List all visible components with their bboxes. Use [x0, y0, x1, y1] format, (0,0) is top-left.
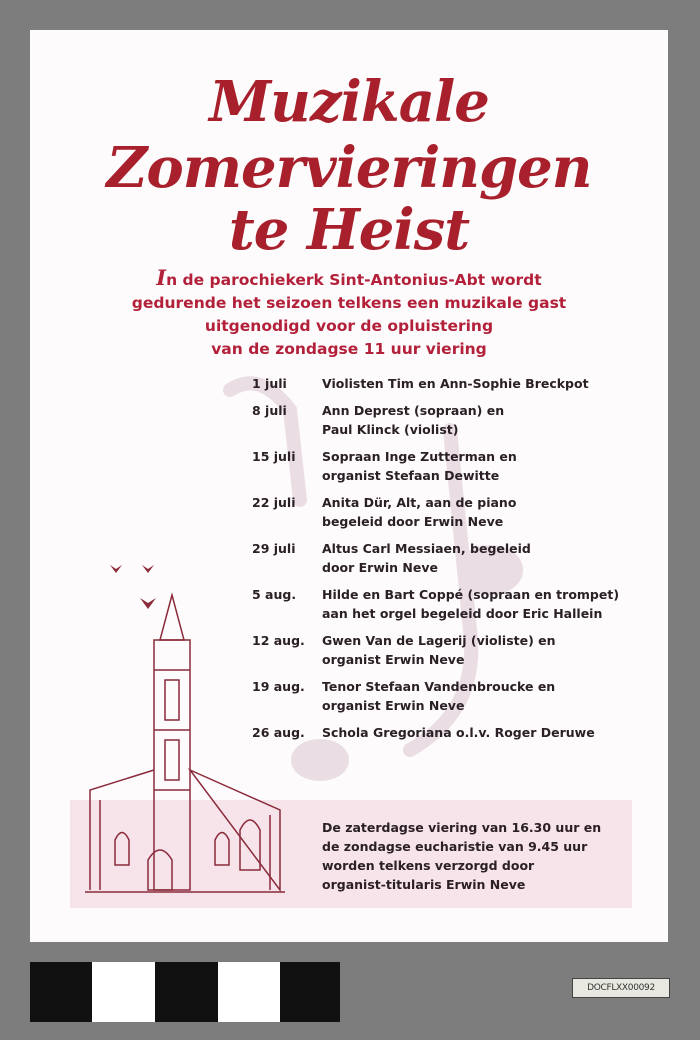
- notice-line: de zondagse eucharistie van 9.45 uur: [322, 839, 588, 854]
- schedule-performers: [322, 631, 556, 669]
- performer-line: Gwen Van de Lagerij (violiste) en: [322, 633, 556, 648]
- schedule-item: [252, 447, 652, 485]
- notice-text: [322, 818, 601, 894]
- schedule-performers: [322, 493, 516, 531]
- schedule-date: 19 aug.: [252, 679, 305, 694]
- title-line-3: te Heist: [228, 197, 470, 263]
- performer-line: Ann Deprest (sopraan) en: [322, 403, 505, 418]
- catalog-label: DOCFLXX00092: [572, 978, 670, 998]
- schedule-performers: [322, 539, 531, 577]
- schedule-item: [252, 723, 652, 742]
- schedule-date: 8 juli: [252, 403, 287, 418]
- color-bar-white: [218, 962, 280, 1022]
- performer-line: Violisten Tim en Ann-Sophie Breckpot: [322, 376, 589, 391]
- notice-line: organist-titularis Erwin Neve: [322, 877, 526, 892]
- color-bar-black: [155, 962, 218, 1022]
- intro-line: uitgenodigd voor de opluistering: [204, 317, 494, 335]
- schedule-performers: [322, 401, 504, 439]
- performer-line: organist Stefaan Dewitte: [322, 468, 500, 483]
- performer-line: Schola Gregoriana o.l.v. Roger Deruwe: [322, 725, 595, 740]
- performer-line: organist Erwin Neve: [322, 698, 465, 713]
- performer-line: organist Erwin Neve: [322, 652, 465, 667]
- schedule-list: [252, 374, 652, 750]
- schedule-item: [252, 631, 652, 669]
- schedule-performers: [322, 723, 595, 742]
- performer-line: Sopraan Inge Zutterman en: [322, 449, 517, 464]
- schedule-item: [252, 401, 652, 439]
- performer-line: Hilde en Bart Coppé (sopraan en trompet): [322, 587, 620, 602]
- intro-text: [30, 266, 668, 361]
- intro-line: gedurende het seizoen telkens een muzikale gast: [131, 294, 567, 312]
- schedule-item: [252, 374, 652, 393]
- schedule-performers: [322, 447, 517, 485]
- schedule-date: 26 aug.: [252, 725, 305, 740]
- schedule-date: 22 juli: [252, 495, 296, 510]
- schedule-date: 5 aug.: [252, 587, 297, 602]
- schedule-item: [252, 677, 652, 715]
- title-line-2: Zomervieringen: [106, 135, 592, 201]
- title-line-1: Muzikale: [209, 69, 489, 135]
- notice-line: De zaterdagse viering van 16.30 uur en: [322, 820, 602, 835]
- schedule-date: 15 juli: [252, 449, 296, 464]
- performer-line: door Erwin Neve: [322, 560, 438, 575]
- color-bar-black: [30, 962, 92, 1022]
- notice-line: worden telkens verzorgd door: [322, 858, 535, 873]
- color-bar-black: [280, 962, 340, 1022]
- performer-line: Anita Dür, Alt, aan de piano: [322, 495, 517, 510]
- performer-line: Tenor Stefaan Vandenbroucke en: [322, 679, 556, 694]
- schedule-date: 12 aug.: [252, 633, 305, 648]
- poster: [30, 30, 668, 942]
- schedule-item: [252, 539, 652, 577]
- schedule-performers: [322, 374, 589, 393]
- performer-line: begeleid door Erwin Neve: [322, 514, 504, 529]
- performer-line: Paul Klinck (violist): [322, 422, 459, 437]
- color-bar-white: [92, 962, 155, 1022]
- schedule-date: 29 juli: [252, 541, 296, 556]
- schedule-item: [252, 493, 652, 531]
- intro-line: n de parochiekerk Sint-Antonius-Abt wordt: [166, 271, 542, 289]
- intro-initial: I: [156, 265, 167, 290]
- schedule-date: 1 juli: [252, 376, 287, 391]
- schedule-item: [252, 585, 652, 623]
- schedule-performers: [322, 585, 619, 623]
- intro-line: van de zondagse 11 uur viering: [211, 340, 487, 358]
- performer-line: aan het orgel begeleid door Eric Hallein: [322, 606, 603, 621]
- performer-line: Altus Carl Messiaen, begeleid: [322, 541, 531, 556]
- schedule-performers: [322, 677, 555, 715]
